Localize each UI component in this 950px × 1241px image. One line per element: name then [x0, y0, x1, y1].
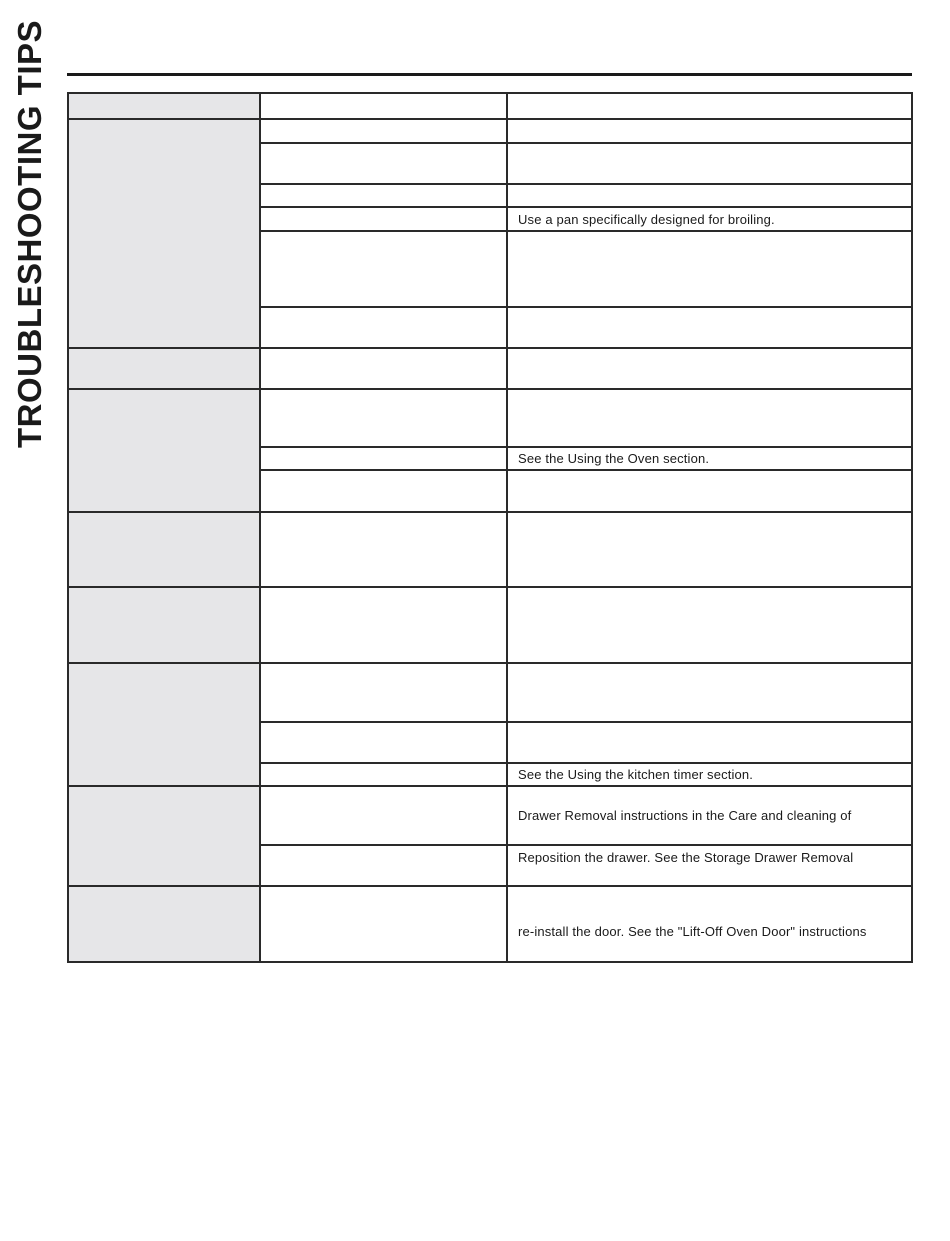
cause-cell [260, 763, 507, 786]
cause-cell [260, 587, 507, 663]
table-row [68, 348, 912, 389]
problem-cell [68, 786, 260, 886]
cause-cell [260, 389, 507, 447]
cause-cell [260, 845, 507, 886]
fix-cell: Reposition the drawer. See the Storage Drawer Removal [507, 845, 912, 886]
cause-cell [260, 886, 507, 962]
problem-cell [68, 348, 260, 389]
cause-cell [260, 512, 507, 587]
troubleshooting-table [67, 92, 913, 963]
header-fix-cell [507, 93, 912, 119]
fix-cell [507, 470, 912, 512]
table-row [68, 663, 912, 722]
cause-cell [260, 348, 507, 389]
header-problem-cell [68, 93, 260, 119]
fix-cell [507, 184, 912, 207]
table-row [68, 512, 912, 587]
fix-cell: See the Using the kitchen timer section. [507, 763, 912, 786]
fix-cell [507, 143, 912, 184]
table-row [68, 389, 912, 447]
fix-cell [507, 512, 912, 587]
cause-cell [260, 231, 507, 307]
cause-cell [260, 184, 507, 207]
cause-cell [260, 143, 507, 184]
fix-cell [507, 119, 912, 143]
header-rule [67, 73, 912, 76]
problem-cell [68, 389, 260, 512]
page-side-title: TROUBLESHOOTING TIPS [11, 19, 48, 448]
fix-cell [507, 307, 912, 348]
table-row [68, 119, 912, 143]
cause-cell [260, 470, 507, 512]
cause-cell [260, 307, 507, 348]
fix-cell [507, 663, 912, 722]
problem-cell [68, 119, 260, 348]
cause-cell [260, 207, 507, 231]
table-header-row [68, 93, 912, 119]
fix-cell [507, 587, 912, 663]
fix-cell: Use a pan specifically designed for broiling. [507, 207, 912, 231]
table-row [68, 587, 912, 663]
cause-cell [260, 663, 507, 722]
table-row [68, 786, 912, 845]
fix-cell [507, 389, 912, 447]
fix-cell: re-install the door. See the "Lift-Off Oven Door" instructions [507, 886, 912, 962]
fix-cell [507, 231, 912, 307]
table-row [68, 886, 912, 962]
problem-cell [68, 512, 260, 587]
fix-cell [507, 348, 912, 389]
problem-cell [68, 886, 260, 962]
cause-cell [260, 722, 507, 763]
fix-cell: Drawer Removal instructions in the Care and cleaning of [507, 786, 912, 845]
fix-cell: See the Using the Oven section. [507, 447, 912, 470]
cause-cell [260, 119, 507, 143]
cause-cell [260, 447, 507, 470]
problem-cell [68, 587, 260, 663]
problem-cell [68, 663, 260, 786]
cause-cell [260, 786, 507, 845]
header-cause-cell [260, 93, 507, 119]
fix-cell [507, 722, 912, 763]
